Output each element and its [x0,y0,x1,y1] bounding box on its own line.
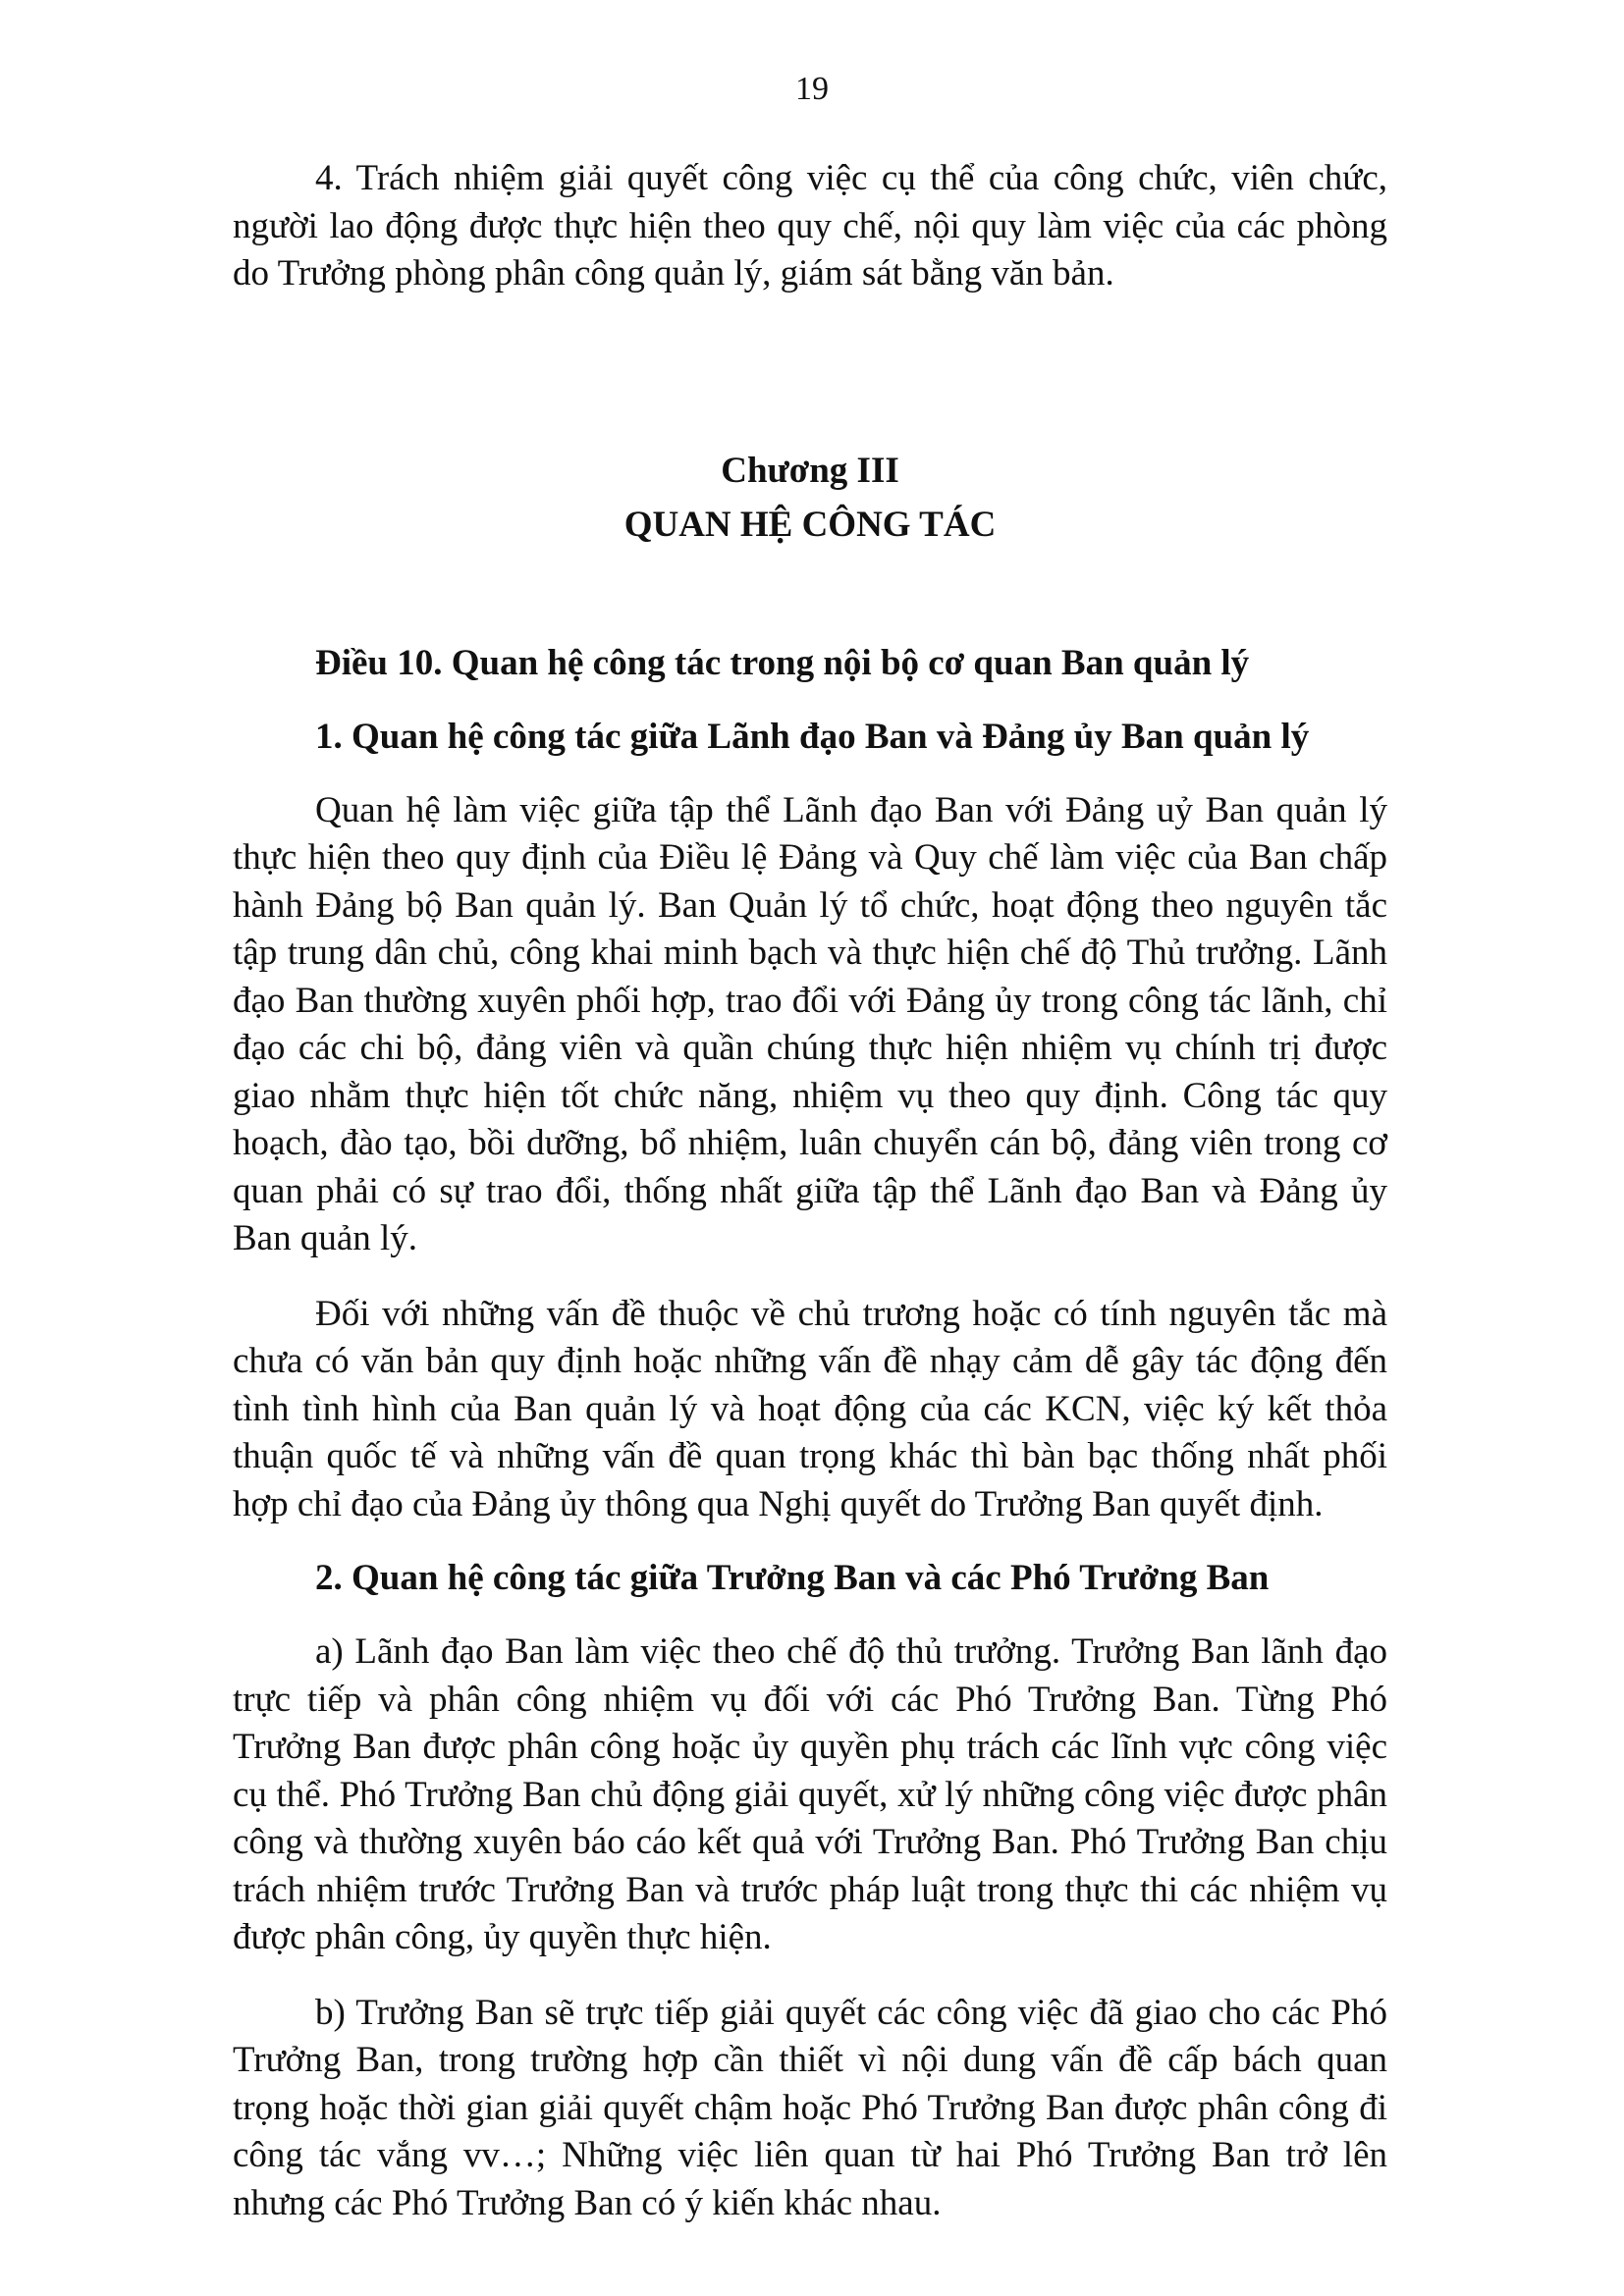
spacer [233,1602,1387,1629]
spacer [233,687,1387,714]
article-heading: Điều 10. Quan hệ công tác trong nội bộ cơ quan Ban quản lý [315,642,1250,683]
section-2-paragraph-b: b) Trưởng Ban sẽ trực tiếp giải quyết các công việc đã giao cho các Phó Trưởng Ban, trong trường hợp cần thiết vì nội dung vấn đề cấp bách quan trọng hoặc thời gian giải quyết chậm hoặc Phó Trưởng Ban được phân công đi công tác vắng vv…; Những việc liên quan từ hai Phó Trưởng Ban trở lên nhưng các Phó Trưởng Ban có ý kiến khác nhau. [233,1992,1387,2223]
intro-paragraph: 4. Trách nhiệm giải quyết công việc cụ thể của công chức, viên chức, người lao động được thực hiện theo quy chế, nội quy làm việc của các phòng do Trưởng phòng phân công quản lý, giám sát bằng văn bản. [233,158,1387,294]
section-1-paragraph-1: Quan hệ làm việc giữa tập thể Lãnh đạo Ban với Đảng uỷ Ban quản lý thực hiện theo quy định của Điều lệ Đảng và Quy chế làm việc của Ban chấp hành Đảng bộ Ban quản lý. Ban Quản lý tổ chức, hoạt động theo nguyên tắc tập trung dân chủ, công khai minh bạch và thực hiện chế độ Thủ trưởng. Lãnh đạo Ban thường xuyên phối hợp, trao đổi với Đảng ủy trong công tác lãnh, chỉ đạo các chi bộ, đảng viên và quần chúng thực hiện nhiệm vụ chính trị được giao nhằm thực hiện tốt chức năng, nhiệm vụ theo quy định. Công tác quy hoạch, đào tạo, bồi dưỡng, bổ nhiệm, luân chuyển cán bộ, đảng viên trong cơ quan phải có sự trao đổi, thống nhất giữa tập thể Lãnh đạo Ban và Đảng ủy Ban quản lý. [233,789,1387,1258]
section-2-heading: 2. Quan hệ công tác giữa Trưởng Ban và các Phó Trưởng Ban [315,1558,1270,1598]
document-body [233,155,1387,2227]
section-2-paragraph-a: a) Lãnh đạo Ban làm việc theo chế độ thủ trưởng. Trưởng Ban lãnh đạo trực tiếp và phân công nhiệm vụ đối với các Phó Trưởng Ban. Từng Phó Trưởng Ban được phân công hoặc ủy quyền phụ trách các lĩnh vực công việc cụ thể. Phó Trưởng Ban chủ động giải quyết, xử lý những công việc được phân công và thường xuyên báo cáo kết quả với Trưởng Ban. Phó Trưởng Ban chịu trách nhiệm trước Trưởng Ban và trước pháp luật trong thực thi các nhiệm vụ được phân công, ủy quyền thực hiện. [233,1631,1387,1957]
spacer [233,761,1387,787]
section-1-heading: 1. Quan hệ công tác giữa Lãnh đạo Ban và Đảng ủy Ban quản lý [315,716,1310,757]
spacer [233,298,1387,444]
spacer [233,1962,1387,1990]
spacer [233,1263,1387,1291]
page-number: 19 [795,71,829,107]
chapter-title: QUAN HỆ CÔNG TÁC [623,504,997,545]
spacer [233,1528,1387,1555]
chapter-number: Chương III [721,450,899,491]
spacer [233,552,1387,640]
section-1-paragraph-2: Đối với những vấn đề thuộc về chủ trương hoặc có tính nguyên tắc mà chưa có văn bản quy định hoặc những vấn đề nhạy cảm dễ gây tác động đến tình tình hình của Ban quản lý và hoạt động của các KCN, việc ký kết thỏa thuận quốc tế và những vấn đề quan trọng khác thì bàn bạc thống nhất phối hợp chỉ đạo của Đảng ủy thông qua Nghị quyết do Trưởng Ban quyết định. [233,1293,1387,1524]
